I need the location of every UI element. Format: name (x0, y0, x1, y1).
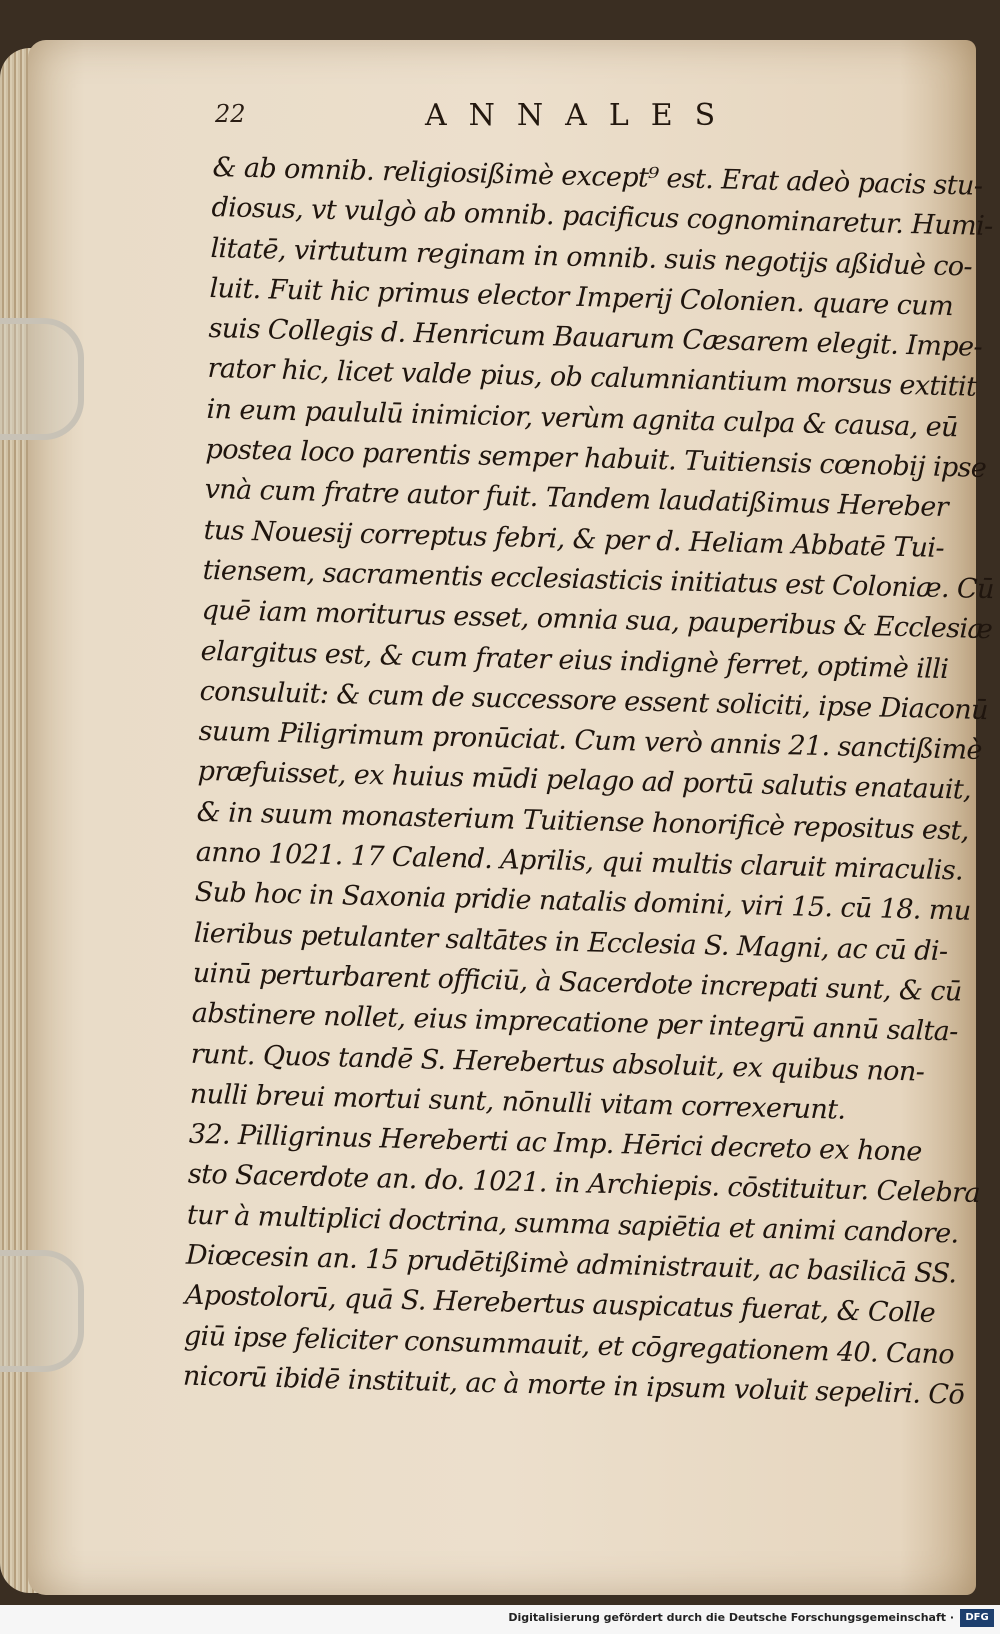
text-line: 32. Pilligrinus Hereberti ac Imp. Hērici decreto ex hone (188, 1118, 923, 1168)
running-head: ANNALES (425, 98, 738, 133)
text-line: postea loco parentis semper habuit. Tuitiensis cœnobij ipse (205, 433, 987, 485)
text-line: & ab omnib. religiosißimè except⁹ est. Erat adeò pacis stu- (212, 151, 983, 202)
text-line: tiensem, sacramentis ecclesiasticis initiatus est Coloniæ. Cū (202, 554, 995, 606)
text-line: Apostolorū, quā S. Herebertus auspicatus fuerat, & Colle (184, 1279, 936, 1330)
text-line: runt. Quos tandē S. Herebertus absoluit, ex quibus non- (190, 1038, 925, 1088)
text-line: litatē, virtutum reginam in omnib. suis negotijs aßiduè co- (210, 232, 973, 283)
text-line: luit. Fuit hic primus elector Imperij Colonien. quare cum (209, 272, 954, 323)
text-line: lieribus petulanter saltātes in Ecclesia S. Magni, ac cū di- (193, 917, 948, 967)
dfg-logo: DFG (960, 1609, 994, 1627)
text-line: nulli breui mortui sunt, nōnulli vitam correxerunt. (189, 1078, 846, 1126)
text-line: rator hic, licet valde pius, ob calumniantium morsus extitit (207, 353, 977, 404)
page-clip-top (0, 318, 84, 440)
text-line: nicorū ibidē instituit, ac à morte in ipsum voluit sepeliri. Cō (182, 1360, 965, 1411)
text-line: elargitus est, & cum frater eius indignè ferret, optimè illi (200, 635, 949, 685)
text-line: quē iam moriturus esset, omnia sua, pauperibus & Ecclesiæ (201, 595, 993, 646)
text-line: Sub hoc in Saxonia pridie natalis domini, viri 15. cū 18. mu (194, 877, 971, 928)
text-line: consuluit: & cum de successore essent soliciti, ipse Diaconū (199, 675, 989, 726)
text-line: abstinere nollet, eius imprecatione per integrū annū salta- (191, 997, 959, 1048)
text-line: tus Nouesij correptus febri, & per d. Heliam Abbatē Tui- (203, 514, 945, 564)
text-line: sto Sacerdote an. do. 1021. in Archiepis. cōstituitur. Celebra (187, 1159, 981, 1210)
text-line: anno 1021. 17 Calend. Aprilis, qui multis claruit miraculis. (195, 836, 964, 887)
funding-credit: Digitalisierung gefördert durch die Deutsche Forschungsgemeinschaft · (508, 1611, 954, 1624)
page-header (215, 100, 775, 140)
text-line: Diœcesin an. 15 prudētißimè administrauit, ac basilicā SS. (185, 1239, 957, 1290)
text-line: in eum paululū inimicior, verùm agnita culpa & causa, eū (206, 393, 959, 444)
footer-bar (0, 1605, 1000, 1634)
page-number: 22 (215, 100, 246, 128)
text-line: diosus, vt vulgò ab omnib. pacificus cognominaretur. Humi- (211, 192, 993, 243)
body-text (182, 148, 995, 1414)
text-line: giū ipse feliciter consummauit, et cōgregationem 40. Cano (183, 1320, 955, 1371)
text-line: & in suum monasterium Tuitiense honorificè repositus est, (196, 796, 970, 847)
text-line: præfuisset, ex huius mūdi pelago ad portū salutis enatauit, (197, 756, 972, 807)
text-line: vnà cum fratre autor fuit. Tandem laudatißimus Hereber (204, 474, 949, 524)
page-clip-bottom (0, 1250, 84, 1372)
text-line: uinū perturbarent officiū, à Sacerdote increpati sunt, & cū (192, 957, 963, 1008)
text-line: suis Collegis d. Henricum Bauarum Cæsarem elegit. Impe- (208, 313, 983, 364)
text-line: suum Piligrimum pronūciat. Cum verò annis 21. sanctißimè (198, 715, 983, 767)
text-line: tur à multiplici doctrina, summa sapiētia et animi candore. (186, 1199, 959, 1250)
